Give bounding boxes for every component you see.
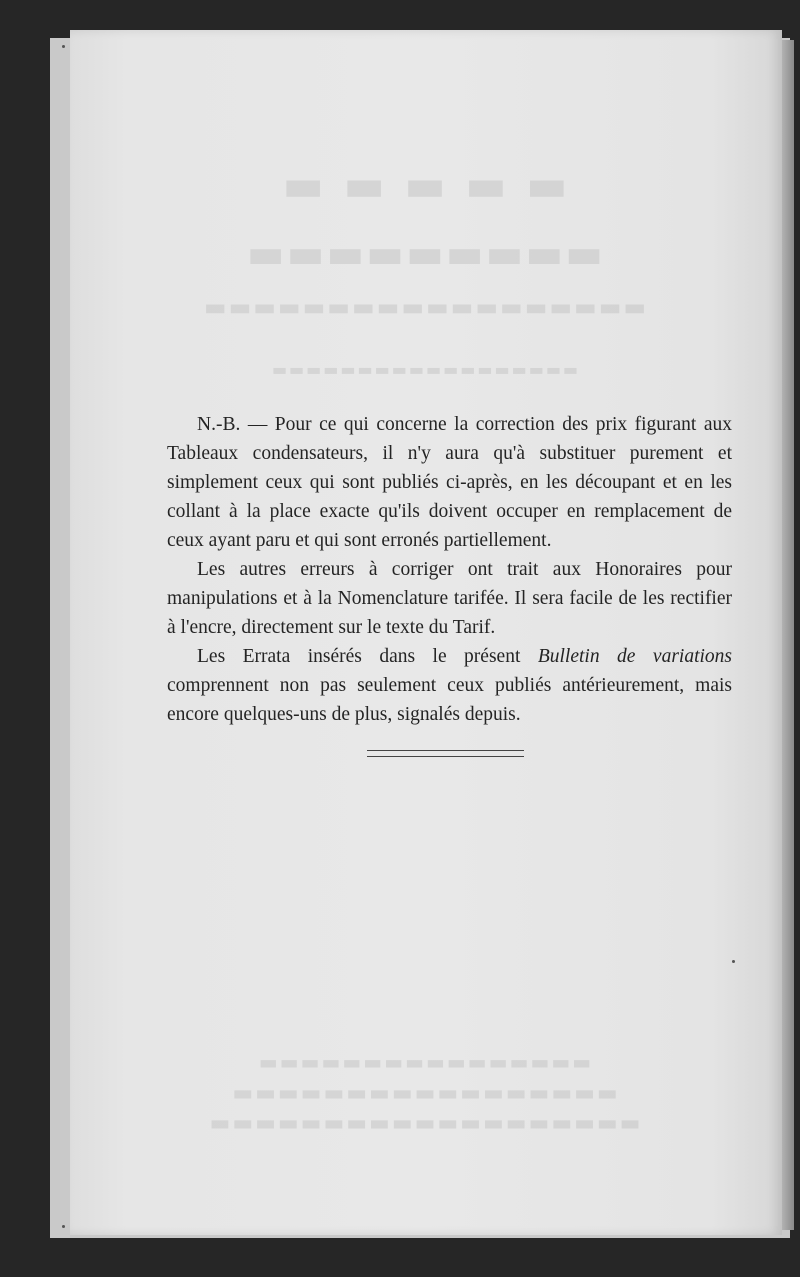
show-through-mark: ▬▬▬▬▬▬▬▬▬▬▬▬▬▬▬▬▬▬▬ bbox=[209, 1110, 643, 1136]
paragraph-errata-start: Les Errata insérés dans le présent bbox=[197, 646, 538, 667]
double-rule-divider bbox=[367, 750, 524, 757]
paragraph-autres-erreurs: Les autres erreurs à corriger ont trait aux Honoraires pour manipulations et à la Nomenclature tarifée. Il sera facile de les rectifier à l'encre, directement sur le texte du Tarif. bbox=[167, 559, 732, 638]
errata-notice bbox=[167, 410, 732, 729]
show-through-mark: ▬▬▬▬▬▬▬▬▬▬▬▬▬▬▬▬▬▬ bbox=[203, 292, 649, 321]
paragraph-errata-end: comprennent non pas seulement ceux publiés antérieurement, mais encore quelques-uns de plus, signalés depuis. bbox=[167, 675, 732, 725]
show-through-mark: ▬▬▬▬▬▬▬▬▬ bbox=[246, 230, 606, 277]
show-through-mark: ▬▬▬▬▬▬▬▬▬▬▬▬▬▬▬▬▬ bbox=[232, 1080, 620, 1106]
dust-speck bbox=[732, 960, 735, 963]
paragraph-errata bbox=[167, 642, 732, 729]
dust-speck bbox=[62, 1225, 65, 1228]
show-through-mark: ▬▬▬▬▬▬▬▬▬▬▬▬▬▬▬▬▬▬ bbox=[271, 360, 581, 379]
show-through-mark: ▬▬▬▬▬▬▬▬▬▬▬▬▬▬▬▬ bbox=[258, 1050, 594, 1074]
show-through-mark: ▬ ▬ ▬ ▬ ▬ bbox=[282, 160, 570, 211]
page-edge bbox=[780, 40, 794, 1230]
document-page bbox=[70, 30, 782, 1235]
paragraph-nb: N.-B. — Pour ce qui concerne la correction des prix figurant aux Tableaux condensateurs, il n'y aura qu'à substituer purement et simplement ceux qui sont publiés ci-après, en les découpant et en les collant à la place exacte qu'ils doivent occuper en remplacement de ceux ayant paru et qui sont erronés partiellement. bbox=[167, 414, 732, 551]
dust-speck bbox=[62, 45, 65, 48]
bulletin-title: Bulletin de variations bbox=[537, 646, 732, 667]
